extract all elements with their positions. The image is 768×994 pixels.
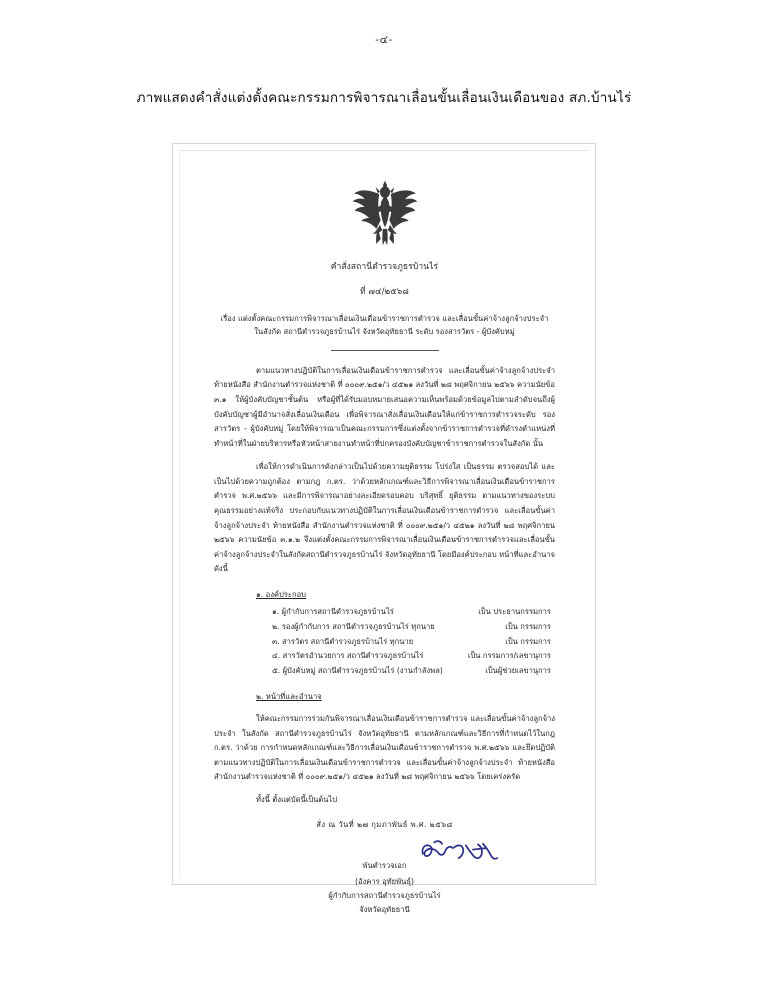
member-position: ๕. ผู้บังคับหมู่ สถานีตำรวจภูธรบ้านไร่ (งานกำลังพล) [272, 666, 443, 676]
list-item [272, 635, 551, 650]
signature-rank: พันตำรวจเอก [362, 860, 407, 870]
subject-block [214, 312, 555, 355]
member-position: ๒. รองผู้กำกับการ สถานีตำรวจภูธรบ้านไร่ ทุกนาย [272, 621, 435, 631]
list-item [272, 649, 551, 664]
subject-divider [331, 350, 439, 351]
signature-rank-row [363, 853, 407, 872]
member-position: ๑. ผู้กำกับการสถานีตำรวจภูธรบ้านไร่ [272, 606, 394, 616]
committee-member-list [272, 605, 551, 679]
signature-ink-icon [417, 838, 503, 864]
member-role: เป็น ประธานกรรมการ [478, 606, 551, 616]
document-title: คำสั่งสถานีตำรวจภูธรบ้านไร่ [330, 262, 439, 272]
member-position: ๔. สารวัตรอำนวยการ สถานีตำรวจภูธรบ้านไร่ [272, 651, 424, 661]
member-role: เป็นผู้ช่วยเลขานุการ [485, 666, 551, 676]
subject-divider-wrap [214, 342, 555, 355]
signature-name: (อังคาร อุทัยพันธุ์) [355, 876, 414, 886]
member-role: เป็น กรรมการ/เลขานุการ [467, 651, 551, 661]
member-role: เป็น กรรมการ [505, 636, 551, 646]
scanned-document-sheet [172, 143, 596, 914]
closing-statement: ทั้งนี้ ตั้งแต่บัดนี้เป็นต้นไป [256, 794, 338, 804]
section-heading-duties [256, 691, 555, 703]
page-number: -๔- [375, 33, 393, 46]
document-order-number: ที่ ๗๔/๒๕๖๘ [360, 287, 409, 297]
garuda-emblem-icon [348, 177, 422, 249]
list-item [272, 620, 551, 635]
member-position: ๓. สารวัตร สถานีตำรวจภูธรบ้านไร่ ทุกนาย [272, 636, 414, 646]
signature-position: ผู้กำกับการสถานีตำรวจภูธรบ้านไร่ [328, 890, 441, 900]
section-heading-duties-label: ๒. หน้าที่และอำนาจ [256, 691, 322, 701]
subject-line-2: ในสังกัด สถานีตำรวจภูธรบ้านไร่ จังหวัดอุทัยธานี ระดับ รองสารวัตร - ผู้บังคับหมู่ [254, 327, 515, 337]
order-date-line: สั่ง ณ วันที่ ๒๗ กุมภาพันธ์ พ.ศ. ๒๕๖๘ [316, 819, 453, 829]
signature-province: จังหวัดอุทัยธานี [359, 904, 410, 914]
paragraph-duties: ให้คณะกรรมการร่วมกันพิจารณาเลื่อนเงินเดือนข้าราชการตำรวจ และเลื่อนขั้นค่าจ้างลูกจ้างประจำ ในสังกัด สถานีตำรวจภูธรบ้านไร่ จังหวัดอุทัยธานี ตามหลักเกณฑ์และวิธีการที่กำหนดไว้ในกฎ ก.ตร. ว่าด้วย การกำหนดหลักเกณฑ์และวิธีการเลื่อนเงินเดือนข้าราชการตำรวจ พ.ศ.๒๕๖๖ และยึดปฏิบัติตามแนวทางปฏิบัติในการเลื่อนเงินเดือนข้าราชการตำรวจ และเลื่อนขั้นค่าจ้างลูกจ้างประจำ ท้ายหนังสือ สำนักงานตำรวจแห่งชาติ ที่ ๐๐๐๙.๒๕๑/ว ๔๕๒๑ ลงวันที่ ๒๘ พฤศจิกายน ๒๕๖๖ โดยเคร่งครัด [214, 713, 555, 782]
member-role: เป็น กรรมการ [505, 621, 551, 631]
list-item [272, 664, 551, 679]
emblem-block [214, 167, 555, 253]
list-item [272, 605, 551, 620]
paragraph-background: ตามแนวทางปฏิบัติในการเลื่อนเงินเดือนข้าราชการตำรวจ และเลื่อนขั้นค่าจ้างลูกจ้างประจำ ท้ายหนังสือ สำนักงานตำรวจแห่งชาติ ที่ ๐๐๐๙.๒๕๑/ว ๔๕๒๑ ลงวันที่ ๒๘ พฤศจิกายน ๒๕๖๖ ความนัยข้อ ๓.๑ ให้ผู้บังคับบัญชาชั้นต้น หรือผู้ที่ได้รับมอบหมายเสนอความเห็นพร้อมด้วยข้อมูลไปตามลำดับจนถึงผู้บังคับบัญชาผู้มีอำนาจสั่งเลื่อนเงินเดือน เพื่อพิจารณาสั่งเลื่อนเงินเดือนให้แก่ข้าราชการตำรวจระดับ รองสารวัตร - ผู้บังคับหมู่ โดยให้พิจารณาเป็นคณะกรรมการซึ่งแต่งตั้งจากข้าราชการตำรวจที่ดำรงตำแหน่งที่ทำหน้าที่ในฝ่ายบริหารหรือหัวหน้าสายงานทำหน้าที่ปกครองบังคับบัญชาข้าราชการตำรวจในสังกัด นั้น [214, 365, 555, 448]
subject-line-1: เรื่อง แต่งตั้งคณะกรรมการพิจารณาเลื่อนเงินเดือนข้าราชการตำรวจ และเลื่อนขั้นค่าจ้างลูกจ้างประจำ [220, 314, 549, 323]
paragraph-purpose: เพื่อให้การดำเนินการดังกล่าวเป็นไปด้วยความยุติธรรม โปร่งใส เป็นธรรม ตรวจสอบได้ และเป็นไปด้วยความถูกต้อง ตามกฎ ก.ตร. ว่าด้วยหลักเกณฑ์และวิธีการพิจารณาเลื่อนเงินเดือนข้าราชการตำรวจ พ.ศ.๒๕๖๖ และมีการพิจารณาอย่างละเอียดรอบคอบ บริสุทธิ์ ยุติธรรม ตามแนวทางของระบบคุณธรรมอย่างแท้จริง ประกอบกับแนวทางปฏิบัติในการเลื่อนเงินเดือนข้าราชการตำรวจ และเลื่อนขั้นค่าจ้างลูกจ้างประจำ ท้ายหนังสือ สำนักงานตำรวจแห่งชาติ ที่ ๐๐๐๙.๒๕๑/ว ๔๕๒๑ ลงวันที่ ๒๘ พฤศจิกายน ๒๕๖๖ ความนัยข้อ ๓.๑.๒ จึงแต่งตั้งคณะกรรมการพิจารณาเลื่อนเงินเดือนข้าราชการตำรวจและเลื่อนขั้นค่าจ้างลูกจ้างประจำในสังกัดสถานีตำรวจภูธรบ้านไร่ จังหวัดอุทัยธานี โดยมีองค์ประกอบ หน้าที่และอำนาจ ดังนี้ [214, 462, 555, 574]
section-heading-composition [256, 589, 555, 601]
figure-caption: ภาพแสดงคำสั่งแต่งตั้งคณะกรรมการพิจารณาเลื่อนขั้นเลื่อนเงินเดือนของ สภ.บ้านไร่ [136, 90, 632, 106]
section-heading-composition-label: ๑. องค์ประกอบ [256, 589, 306, 599]
page-header-area [0, 0, 768, 108]
signature-block [214, 853, 555, 916]
document-content-area [179, 150, 589, 914]
